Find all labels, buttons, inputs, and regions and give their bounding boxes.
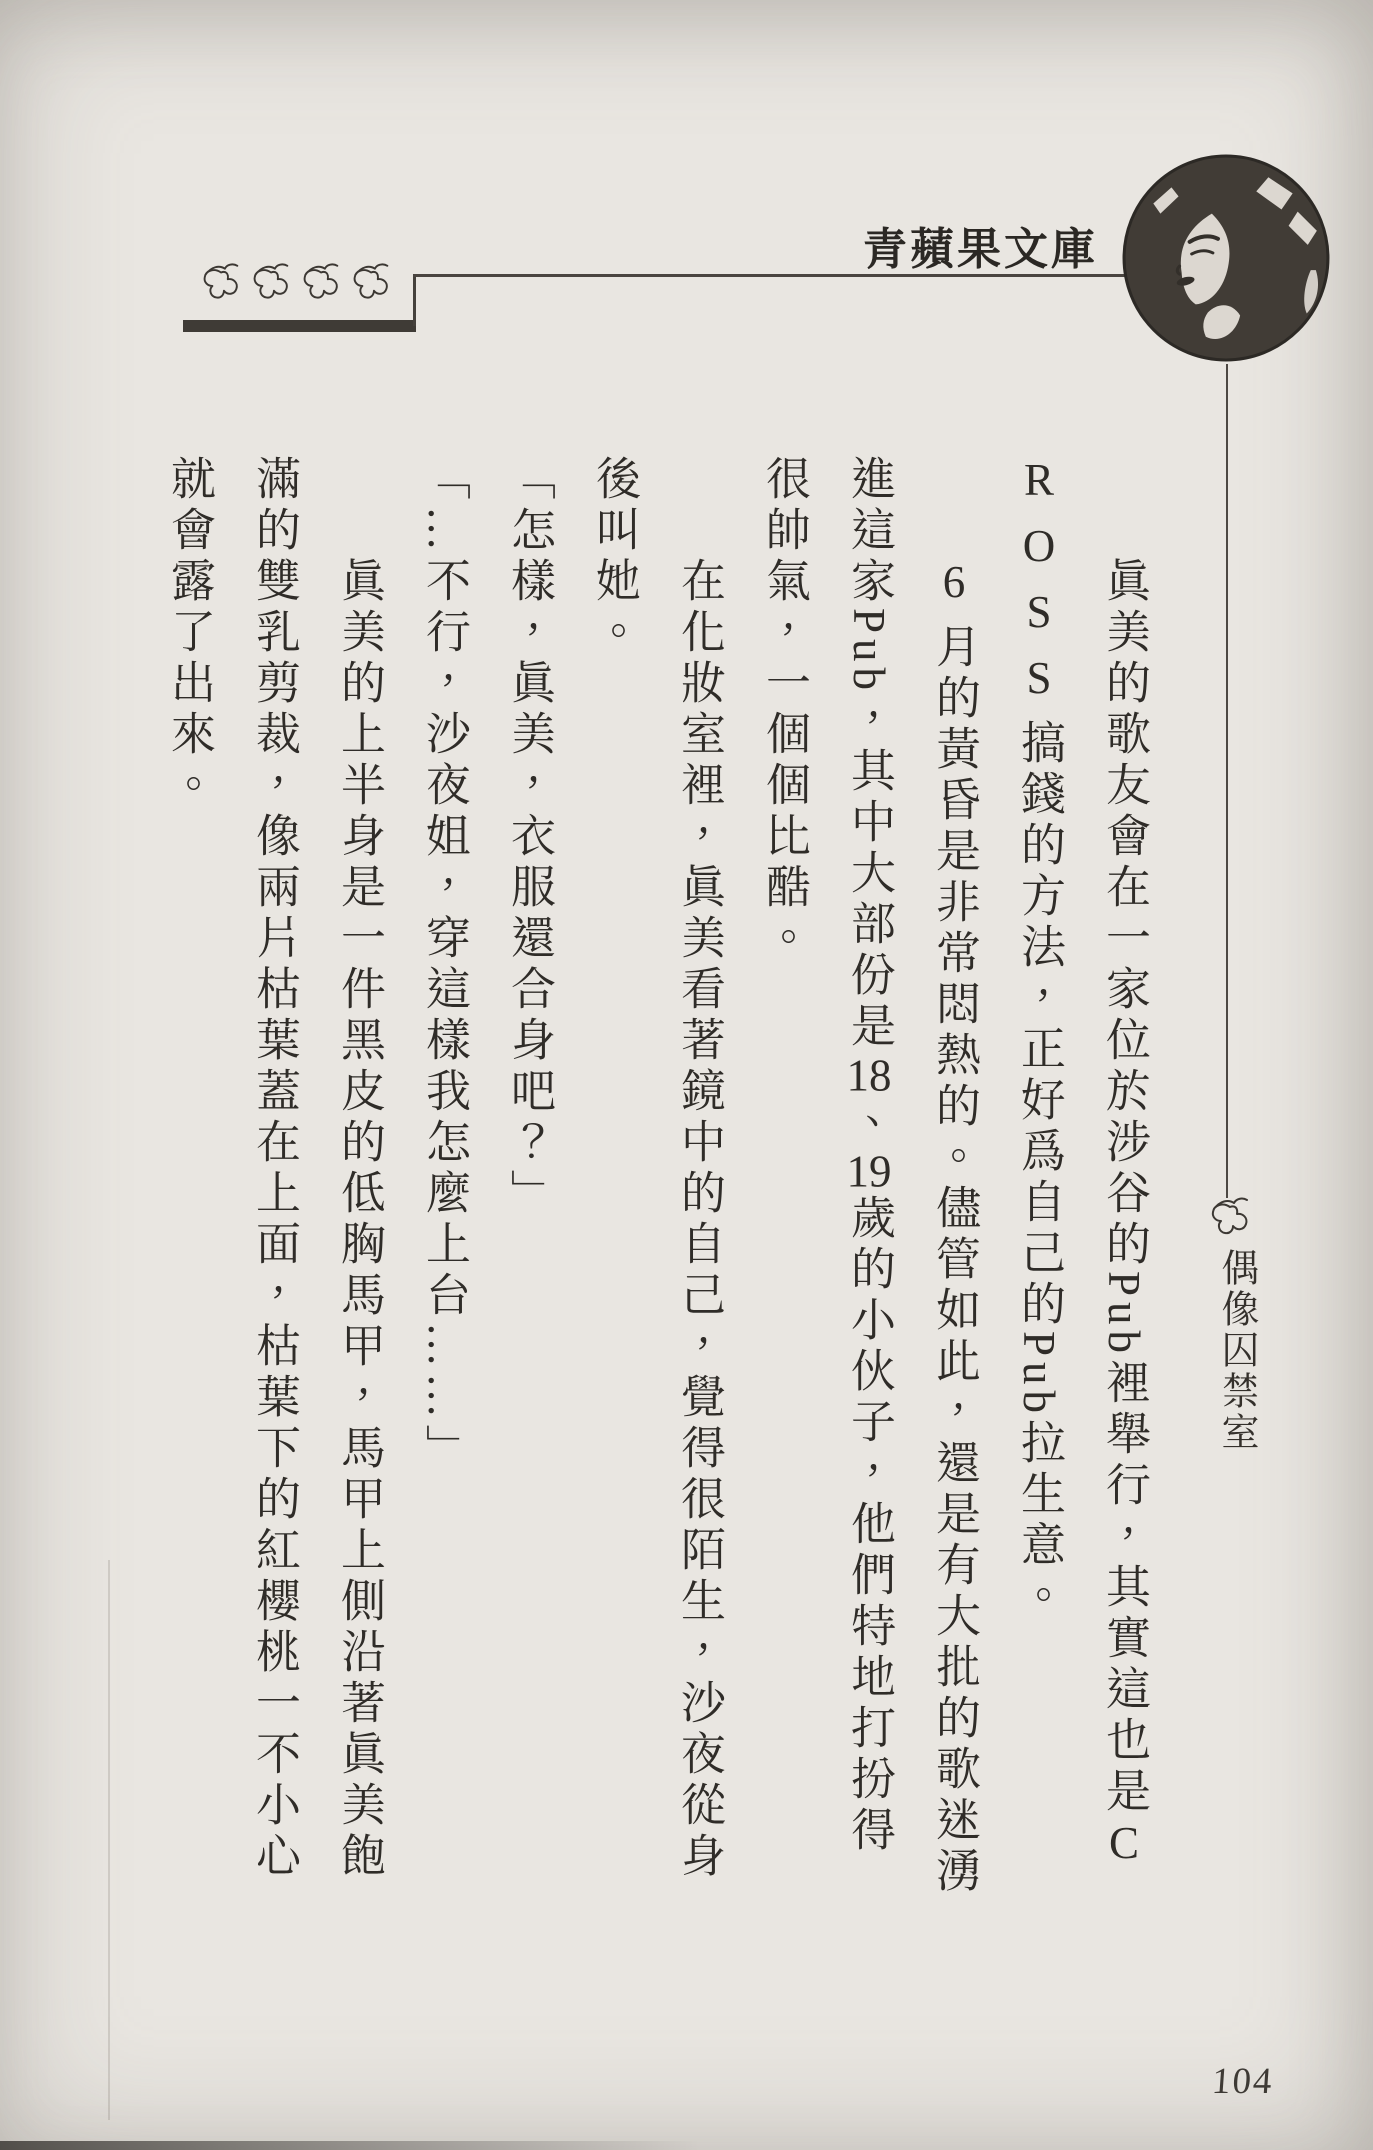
text-column (486, 455, 571, 1913)
text-column (231, 455, 316, 1913)
scan-edge-shadow (0, 2141, 700, 2150)
text-column (146, 455, 231, 1913)
text-column (571, 455, 656, 1913)
text-segment: 、 (844, 1098, 894, 1150)
text-segment: 拉生意。 (1014, 1419, 1064, 1624)
leaf-icon (348, 262, 396, 308)
leaf-icon (298, 262, 346, 308)
page-number: 104 (1210, 2061, 1275, 2102)
text-column (826, 455, 911, 1913)
text-segment: 眞美的歌友會在一家位於涉谷的 (1099, 557, 1149, 1271)
header-thick-bar (183, 320, 416, 332)
text-segment: 就會露了出來。 (164, 455, 214, 812)
text-segment: 搞錢的方法，正好爲自己的 (1014, 719, 1064, 1331)
leaf-icon (198, 262, 246, 308)
text-column (1081, 455, 1166, 1913)
text-column (911, 455, 996, 1913)
text-column (401, 455, 486, 1913)
text-segment: 在化妝室裡，眞美看著鏡中的自己，覺得很陌生，沙夜從身 (674, 557, 724, 1883)
text-segment: 眞美的上半身是一件黑皮的低胸馬甲，馬甲上側沿著眞美飽 (334, 557, 384, 1883)
header-leaf-ornaments (198, 262, 398, 310)
portrait-illustration (1119, 151, 1333, 365)
text-column (741, 455, 826, 1913)
text-segment: 18 (846, 1053, 892, 1099)
text-segment: 裡舉行，其實這也是 (1099, 1359, 1149, 1819)
text-segment: 歲的小伙子，他們特地打扮得 (844, 1194, 894, 1858)
portrait-stem-line (1226, 364, 1228, 1198)
text-segment: Pub (1099, 1271, 1149, 1360)
text-segment: 「…不行，沙夜姐，穿這樣我怎麼上台……」 (419, 455, 469, 1475)
text-segment: 6 (929, 557, 979, 623)
header-rule-step (413, 276, 416, 326)
text-segment: 月的黃昏是非常悶熱的。儘管如此，還是有大批的歌迷湧 (929, 623, 979, 1898)
leaf-icon (248, 262, 296, 308)
library-label: 青蘋果文庫 (863, 225, 1098, 274)
text-segment: C (1099, 1818, 1149, 1885)
text-column (996, 455, 1081, 1913)
text-segment: ，其中大部份是 (844, 696, 894, 1054)
leaf-icon (1206, 1197, 1256, 1243)
text-column (656, 455, 741, 1913)
text-segment: 後叫她。 (589, 455, 639, 659)
text-segment: ROSS (1014, 455, 1064, 719)
body-text (146, 455, 1166, 1913)
series-title: 偶像囚禁室 (1215, 1248, 1257, 1453)
text-segment: 很帥氣，一個個比酷。 (759, 455, 809, 965)
paper-crease (108, 1560, 110, 2120)
text-segment: 進這家 (844, 455, 894, 608)
text-segment: 19 (846, 1149, 892, 1195)
text-column (316, 455, 401, 1913)
text-segment: Pub (1014, 1331, 1064, 1420)
text-segment: 「怎樣，眞美，衣服還合身吧？」 (504, 455, 554, 1220)
text-segment: Pub (844, 608, 894, 697)
text-segment: 滿的雙乳剪裁，像兩片枯葉蓋在上面，枯葉下的紅櫻桃一不小心 (249, 455, 299, 1883)
